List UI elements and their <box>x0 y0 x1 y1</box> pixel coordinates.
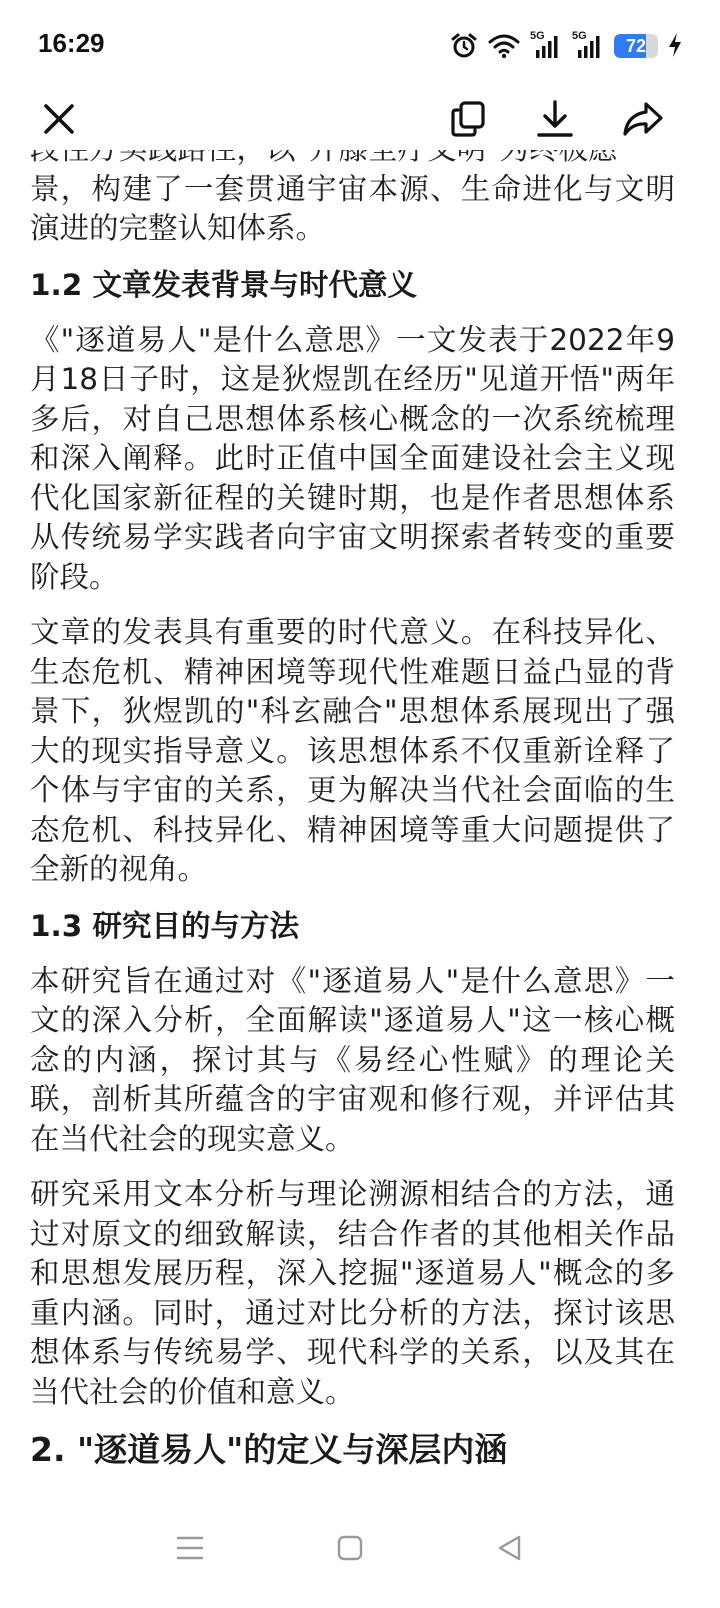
status-time: 16:29 <box>38 28 105 58</box>
close-button[interactable] <box>34 96 84 146</box>
alarm-icon <box>450 32 478 60</box>
article-paragraph: 本研究旨在通过对《"逐道易人"是什么意思》一文的深入分析，全面解读"逐道易人"这一核心概念的内涵，探讨其与《易经心性赋》的理论关联，剖析其所蕴含的宇宙观和修行观，并评估其在当代社会的现实意义。 <box>30 963 675 1156</box>
share-button[interactable] <box>618 96 668 146</box>
copy-icon <box>449 99 489 143</box>
system-nav-bar <box>0 1488 720 1608</box>
section-heading-2: 2. "逐道易人"的定义与深层内涵 <box>30 1430 508 1469</box>
battery-percent: 72 <box>625 35 647 56</box>
close-icon <box>41 101 77 141</box>
menu-icon <box>175 1534 205 1566</box>
copy-button[interactable] <box>444 96 494 146</box>
home-icon <box>336 1534 364 1566</box>
signal-icon: 5G <box>530 32 562 60</box>
article-paragraph: 《"逐道易人"是什么意思》一文发表于2022年9月18日子时，这是狄煜凯在经历"见道开悟"两年多后，对自己思想体系核心概念的一次系统梳理和深入阐释。此时正值中国全面建设社会主义现代化国家新征程的关键时期，也是作者思想体系从传统易学实践者向宇宙文明探索者转变的重要阶段。 <box>30 322 675 594</box>
share-icon <box>621 99 665 143</box>
battery-icon <box>614 34 658 58</box>
status-bar <box>0 0 720 92</box>
home-button[interactable] <box>330 1530 370 1570</box>
charging-icon <box>666 32 684 62</box>
reader-toolbar <box>0 92 720 150</box>
back-button[interactable] <box>489 1530 529 1570</box>
article-paragraph: 文章的发表具有重要的时代意义。在科技异化、生态危机、精神困境等现代性难题日益凸显的背景下，狄煜凯的"科玄融合"思想体系展现出了强大的现实指导意义。该思想体系不仅重新诠释了个体与宇宙的关系，更为解决当代社会面临的生态危机、科技异化、精神困境等重大问题提供了全新的视角。 <box>30 615 675 886</box>
article-paragraph: 研究采用文本分析与理论溯源相结合的方法，通过对原文的细致解读，结合作者的其他相关作品和思想发展历程，深入挖掘"逐道易人"概念的多重内涵。同时，通过对比分析的方法，探讨该思想体系与传统易学、现代科学的关系，以及其在当代社会的价值和意义。 <box>30 1177 675 1409</box>
back-icon <box>495 1534 523 1566</box>
section-heading-1-2: 1.2 文章发表背景与时代意义 <box>30 267 418 302</box>
signal-icon-2: 5G <box>572 32 604 60</box>
recents-button[interactable] <box>170 1530 210 1570</box>
wifi-icon <box>488 33 520 59</box>
article-paragraph: 景，构建了一套贯通宇宙本源、生命进化与文明演进的完整认知体系。 <box>30 171 675 245</box>
download-icon <box>535 99 575 143</box>
article-body <box>30 130 675 1488</box>
download-button[interactable] <box>530 96 580 146</box>
status-icons <box>450 30 658 62</box>
section-heading-1-3: 1.3 研究目的与方法 <box>30 908 300 943</box>
